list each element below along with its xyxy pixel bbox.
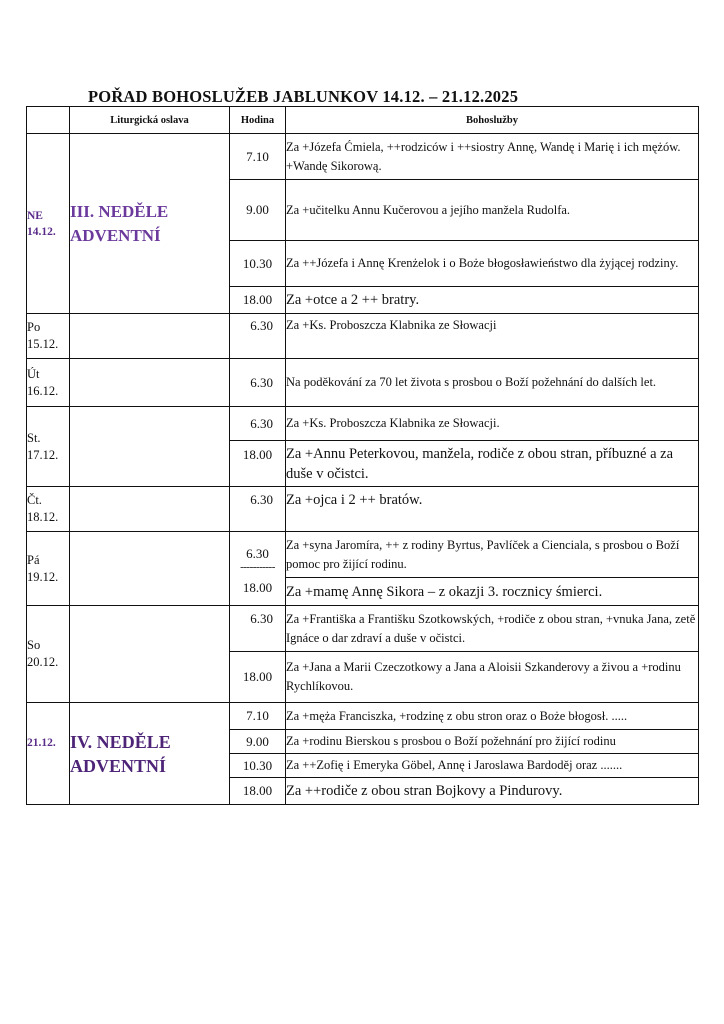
day-name: Út (27, 366, 40, 381)
mass-time-cell (230, 532, 286, 606)
day-date: 16.12. (27, 383, 59, 398)
mass-intention: Za +Františka a Františku Szotkowských, +rodiče z obou stran, +vnuka Jana, zetě Ignáce o dar zdraví a duše v očistci. (286, 606, 699, 652)
table-row (27, 407, 699, 441)
day-date: 18.12. (27, 510, 59, 524)
liturgy-cell (70, 532, 230, 606)
header-hour: Hodina (230, 107, 286, 134)
mass-time: 10.30 (230, 754, 286, 778)
mass-time: 6.30 (230, 359, 286, 407)
table-row (27, 606, 699, 652)
header-day (27, 107, 70, 134)
mass-intention: Za +mamę Annę Sikora – z okazji 3. rocznicy śmierci. (286, 578, 699, 606)
header-liturgy: Liturgická oslava (70, 107, 230, 134)
day-cell (27, 134, 70, 314)
mass-time: 18.00 (230, 778, 286, 805)
mass-intention: Na poděkování za 70 let života s prosbou o Boží požehnání do dalších let. (286, 359, 699, 407)
day-name: Čt. (27, 493, 42, 507)
mass-time: 6.30 (246, 545, 269, 561)
day-cell (27, 532, 70, 606)
header-row (27, 107, 699, 134)
mass-time: 6.30 (230, 407, 286, 441)
mass-time: 7.10 (230, 134, 286, 180)
day-date: 21.12. (27, 736, 56, 749)
mass-intention: Za +Ks. Proboszcza Klabnika ze Słowacji. (286, 407, 699, 441)
mass-intention: Za +otce a 2 ++ bratry. (286, 287, 699, 314)
day-name: St. (27, 430, 41, 445)
day-cell (27, 407, 70, 487)
mass-intention: Za +Ks. Proboszcza Klabnika ze Słowacji (286, 314, 699, 359)
mass-time: 9.00 (230, 730, 286, 754)
mass-intention: Za +Jana a Marii Czeczotkowy a Jana a Aloisii Szkanderovy a živou a +rodinu Rychlíkovou. (286, 652, 699, 703)
day-name: So (27, 638, 41, 652)
day-name: NE (27, 209, 43, 222)
mass-intention: Za +rodinu Bierskou s prosbou o Boží požehnání pro žijící rodinu (286, 730, 699, 754)
day-name: Pá (27, 552, 40, 567)
mass-intention: Za +męża Franciszka, +rodzinę z obu stron oraz o Boże błogosł. ..... (286, 703, 699, 730)
table-row (27, 134, 699, 180)
day-date: 20.12. (27, 655, 59, 669)
mass-time: 18.00 (230, 441, 286, 487)
mass-time: 6.30 (230, 487, 286, 532)
table-row (27, 314, 699, 359)
mass-time: 10.30 (230, 241, 286, 287)
mass-time: 6.30 (230, 606, 286, 652)
day-cell (27, 606, 70, 703)
day-cell (27, 703, 70, 805)
day-cell (27, 359, 70, 407)
table-row (27, 703, 699, 730)
liturgy-cell: IV. NEDĚLE ADVENTNÍ (70, 703, 230, 805)
mass-intention: Za ++Zofię i Emeryka Göbel, Annę i Jaroslawa Bardoděj oraz ....... (286, 754, 699, 778)
mass-intention: Za +ojca i 2 ++ bratów. (286, 487, 699, 532)
time-separator: ----------- (240, 560, 275, 573)
liturgy-cell: III. NEDĚLE ADVENTNÍ (70, 134, 230, 314)
day-date: 17.12. (27, 447, 59, 462)
liturgy-cell (70, 314, 230, 359)
liturgy-cell (70, 606, 230, 703)
mass-time: 9.00 (230, 180, 286, 241)
mass-time: 7.10 (230, 703, 286, 730)
liturgy-cell (70, 407, 230, 487)
liturgy-cell (70, 359, 230, 407)
mass-time: 18.00 (242, 579, 273, 595)
mass-intention: Za ++rodiče z obou stran Bojkovy a Pindurovy. (286, 778, 699, 805)
mass-intention: Za +syna Jaromíra, ++ z rodiny Byrtus, Pavlíček a Cienciala, s prosbou o Boží pomoc pro žijící rodinu. (286, 532, 699, 578)
table-row (27, 359, 699, 407)
liturgy-cell (70, 487, 230, 532)
mass-intention: Za +učitelku Annu Kučerovou a jejího manžela Rudolfa. (286, 180, 699, 241)
schedule-table (26, 106, 699, 805)
mass-intention: Za ++Józefa i Annę Krenżelok i o Boże błogosławieństwo dla żyjącej rodziny. (286, 241, 699, 287)
mass-intention: Za +Annu Peterkovou, manžela, rodiče z obou stran, příbuzné a za duše v očistci. (286, 441, 699, 487)
day-cell (27, 487, 70, 532)
header-services: Bohoslužby (286, 107, 699, 134)
mass-time: 18.00 (230, 287, 286, 314)
day-date: 19.12. (27, 569, 59, 584)
day-cell (27, 314, 70, 359)
day-date: 15.12. (27, 337, 59, 351)
table-row (27, 532, 699, 578)
mass-intention: Za +Józefa Ćmiela, ++rodziców i ++siostry Annę, Wandę i Marię i ich mężów. +Wandę Sikorową. (286, 134, 699, 180)
mass-time: 6.30 (230, 314, 286, 359)
day-date: 14.12. (27, 225, 56, 238)
day-name: Po (27, 320, 41, 334)
page-title: POŘAD BOHOSLUŽEB JABLUNKOV 14.12. – 21.12.2025 (88, 87, 519, 106)
mass-time: 18.00 (230, 652, 286, 703)
table-row (27, 487, 699, 532)
